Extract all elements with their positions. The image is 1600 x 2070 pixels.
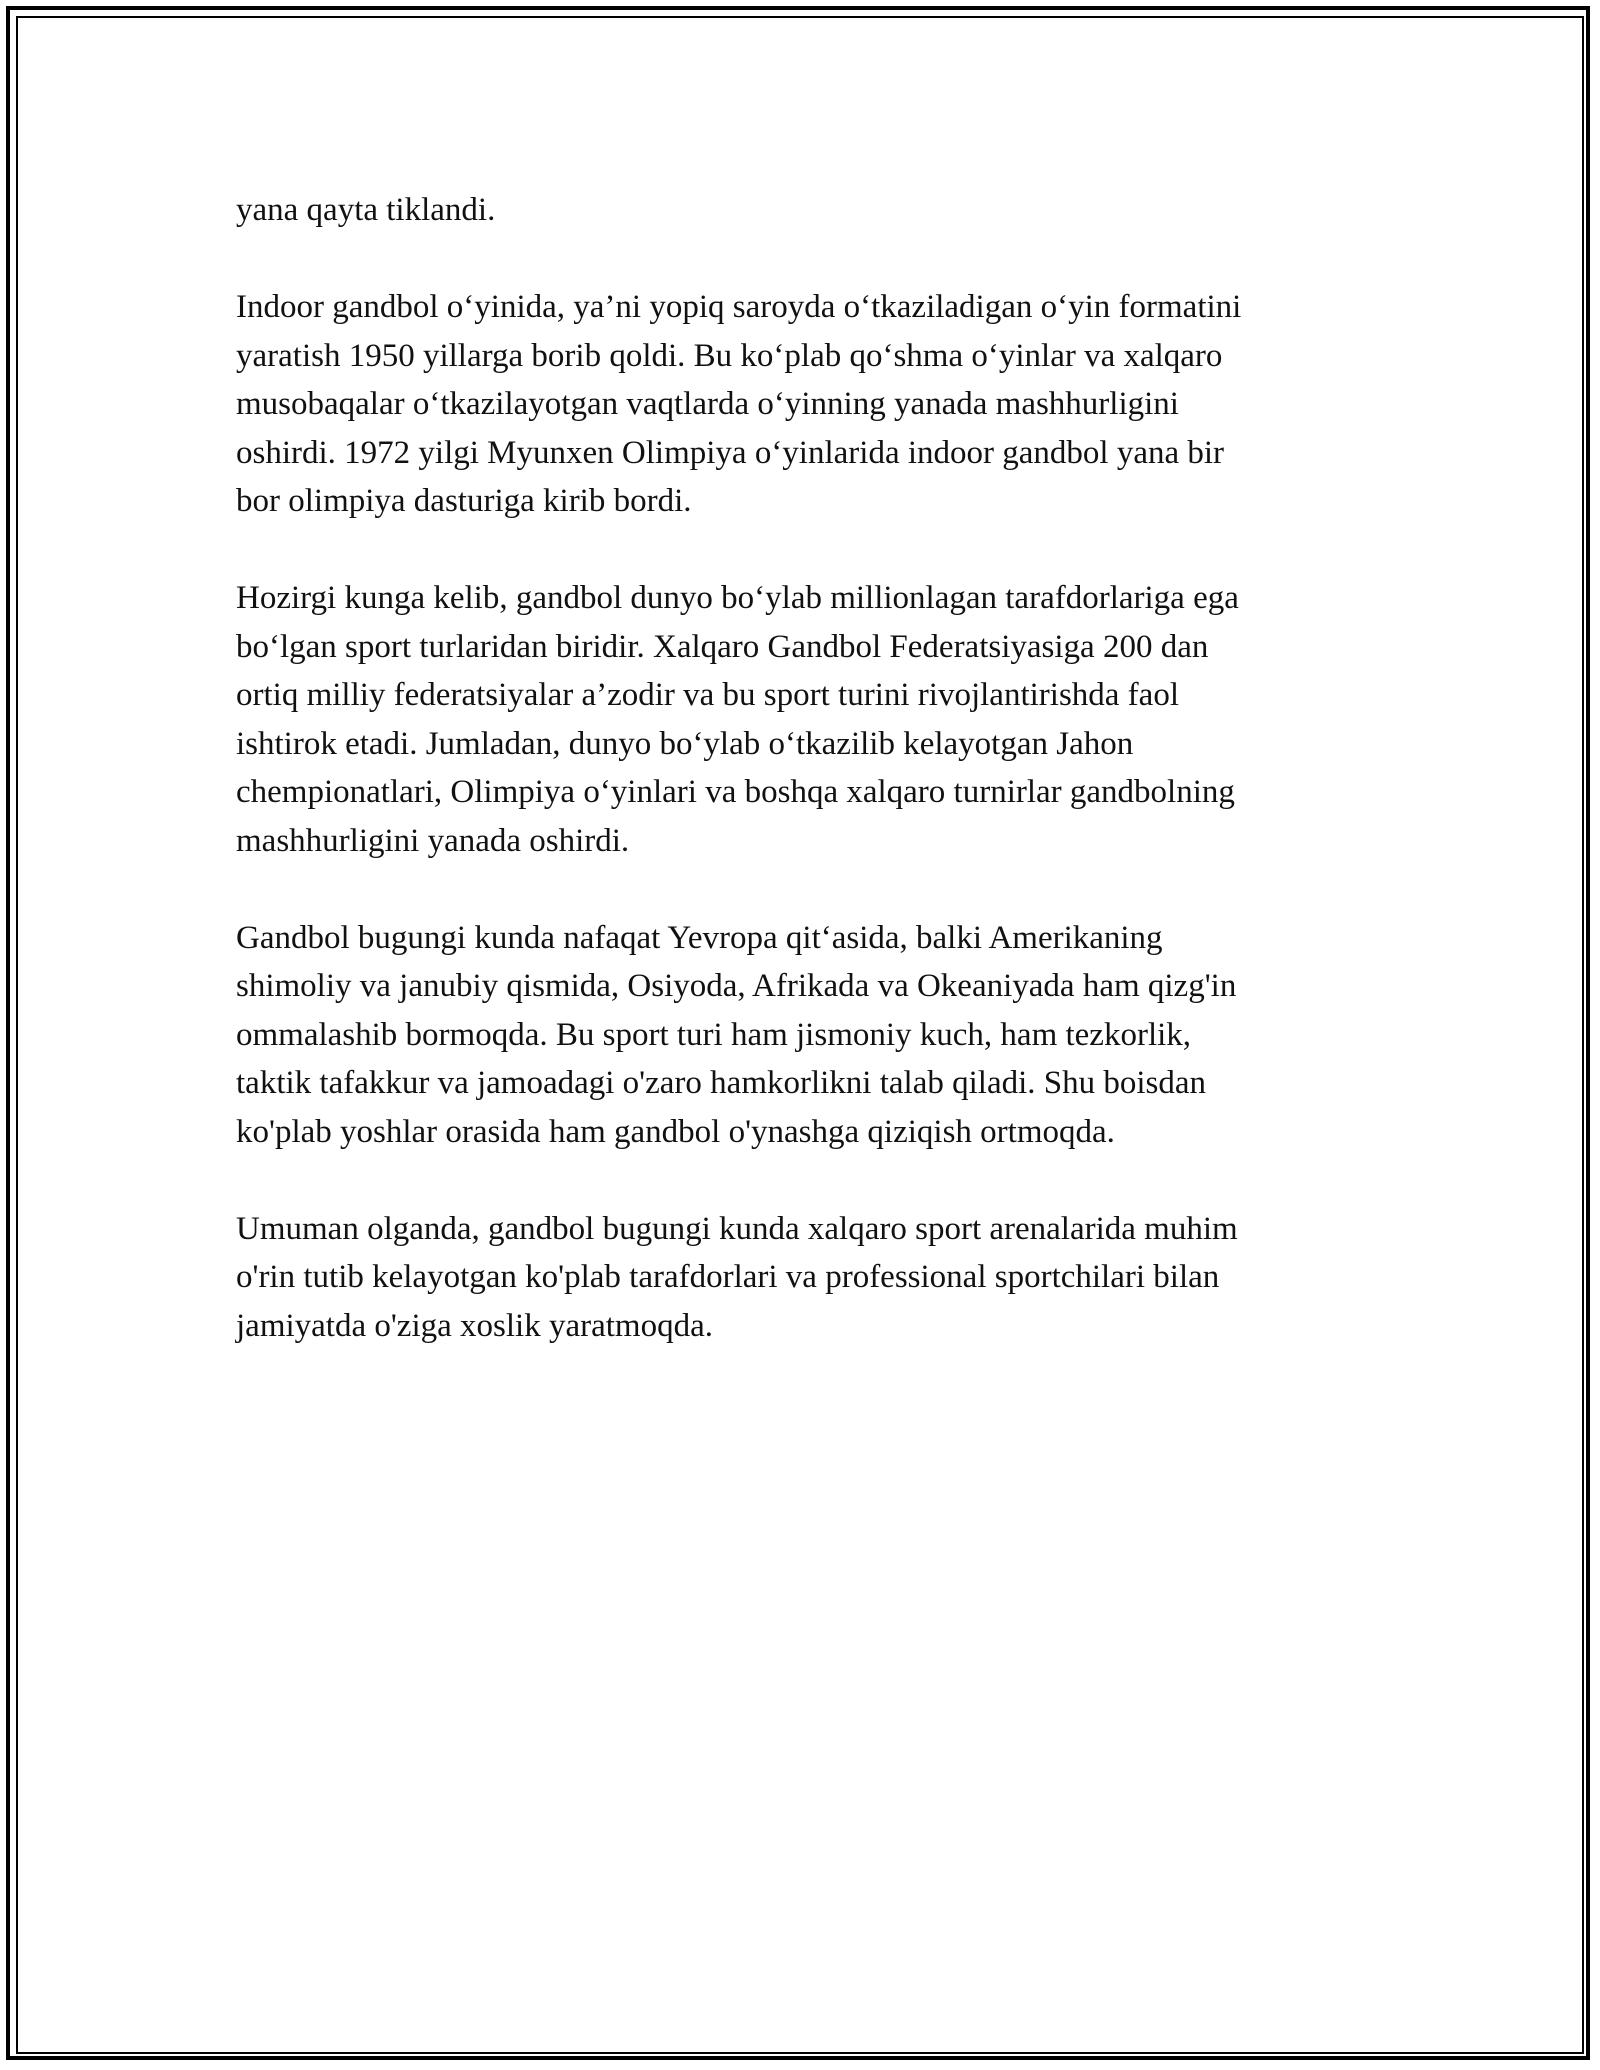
paragraph-1 [236, 186, 1366, 235]
text-line: Gandbol bugungi kunda nafaqat Yevropa qit‘asida, balki Amerikaning [236, 919, 1163, 956]
text-line: Umuman olganda, gandbol bugungi kunda xalqaro sport arenalarida muhim [236, 1210, 1238, 1247]
text-line: musobaqalar o‘tkazilayotgan vaqtlarda o‘yinning yanada mashhurligini [236, 386, 1179, 422]
text-line: bor olimpiya dasturiga kirib bordi. [236, 483, 692, 519]
paragraph-4 [236, 914, 1366, 1157]
paragraph-5 [236, 1205, 1366, 1351]
text-line: mashhurligini yanada oshirdi. [236, 822, 630, 859]
text-line: yaratish 1950 yillarga borib qoldi. Bu ko‘plab qo‘shma o‘yinlar va xalqaro [236, 337, 1223, 374]
text-line: yana qayta tiklandi. [236, 192, 496, 228]
text-line: ishtirok etadi. Jumladan, dunyo bo‘ylab o‘tkazilib kelayotgan Jahon [236, 725, 1134, 762]
text-line: chempionatlari, Olimpiya o‘yinlari va boshqa xalqaro turnirlar gandbolning [236, 774, 1235, 810]
text-line: ommalashib bormoqda. Bu sport turi ham jismoniy kuch, ham tezkorlik, [236, 1016, 1192, 1053]
paragraph-3 [236, 574, 1366, 865]
text-line: Indoor gandbol o‘yinida, ya’ni yopiq saroyda o‘tkaziladigan o‘yin formatini [236, 289, 1242, 325]
paragraph-2 [236, 283, 1366, 526]
text-line: ortiq milliy federatsiyalar a’zodir va bu sport turini rivojlantirishda faol [236, 677, 1179, 713]
document-body [236, 186, 1366, 1399]
text-line: oshirdi. 1972 yilgi Myunxen Olimpiya o‘yinlarida indoor gandbol yana bir [236, 434, 1225, 471]
text-line: taktik tafakkur va jamoadagi o'zaro hamkorlikni talab qiladi. Shu boisdan [236, 1065, 1207, 1101]
text-line: jamiyatda o'ziga xoslik yaratmoqda. [236, 1307, 713, 1344]
text-line: shimoliy va janubiy qismida, Osiyoda, Afrikada va Okeaniyada ham qizg'in [236, 968, 1237, 1004]
text-line: o'rin tutib kelayotgan ko'plab tarafdorlari va professional sportchilari bilan [236, 1259, 1220, 1295]
text-line: Hozirgi kunga kelib, gandbol dunyo bo‘ylab millionlagan tarafdorlariga ega [236, 580, 1239, 616]
text-line: ko'plab yoshlar orasida ham gandbol o'ynashga qiziqish ortmoqda. [236, 1113, 1115, 1150]
text-line: bo‘lgan sport turlaridan biridir. Xalqaro Gandbol Federatsiyasiga 200 dan [236, 628, 1209, 665]
